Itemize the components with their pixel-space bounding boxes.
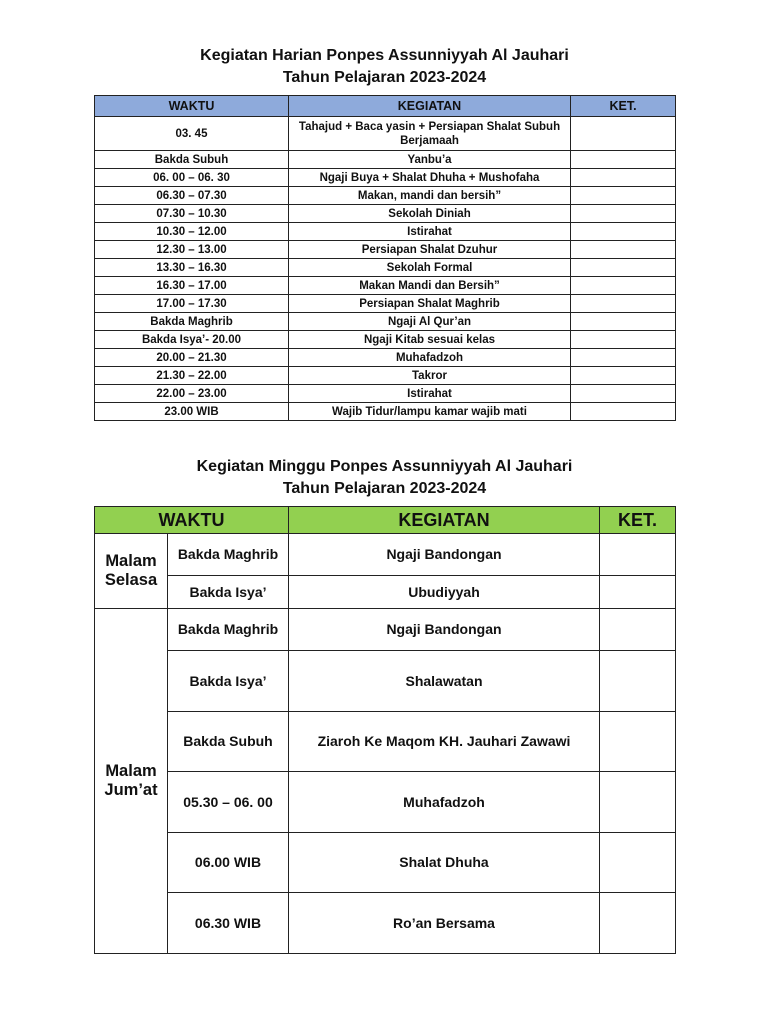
cell-kegiatan: Ngaji Bandongan <box>289 534 600 576</box>
cell-kegiatan: Ngaji Kitab sesuai kelas <box>289 331 571 349</box>
table-row <box>95 609 676 651</box>
cell-kegiatan: Ngaji Buya + Shalat Dhuha + Mushofaha <box>289 169 571 187</box>
cell-ket <box>571 349 676 367</box>
cell-ket <box>600 651 676 712</box>
table-row <box>95 223 676 241</box>
table-row <box>95 241 676 259</box>
cell-kegiatan: Ngaji Al Qur’an <box>289 313 571 331</box>
daily-title-line2: Tahun Pelajaran 2023-2024 <box>282 69 487 86</box>
cell-waktu: 06.30 WIB <box>168 893 289 954</box>
cell-waktu: 17.00 – 17.30 <box>95 295 289 313</box>
col-header-ket: KET. <box>571 96 676 117</box>
cell-waktu: 06.30 – 07.30 <box>95 187 289 205</box>
table-row <box>95 651 676 712</box>
cell-kegiatan: Muhafadzoh <box>289 772 600 833</box>
cell-ket <box>571 367 676 385</box>
cell-waktu: 13.30 – 16.30 <box>95 259 289 277</box>
cell-waktu: 22.00 – 23.00 <box>95 385 289 403</box>
table-row <box>95 576 676 609</box>
table-row <box>95 169 676 187</box>
cell-waktu: 21.30 – 22.00 <box>95 367 289 385</box>
cell-ket <box>571 331 676 349</box>
cell-ket <box>571 403 676 421</box>
cell-ket <box>571 187 676 205</box>
table-row <box>95 331 676 349</box>
cell-waktu: Bakda Isya’ <box>168 576 289 609</box>
table-row <box>95 117 676 151</box>
cell-ket <box>571 151 676 169</box>
table-row <box>95 385 676 403</box>
cell-ket <box>571 313 676 331</box>
table-row <box>95 893 676 954</box>
table-row <box>95 313 676 331</box>
cell-waktu: Bakda Maghrib <box>95 313 289 331</box>
daily-title <box>94 45 675 89</box>
col-header-ket: KET. <box>600 507 676 534</box>
daily-schedule-table <box>94 95 676 421</box>
weekly-header-row <box>95 507 676 534</box>
cell-waktu: 06.00 WIB <box>168 833 289 893</box>
cell-waktu: 10.30 – 12.00 <box>95 223 289 241</box>
col-header-waktu: WAKTU <box>95 96 289 117</box>
cell-ket <box>600 609 676 651</box>
cell-ket <box>600 534 676 576</box>
cell-waktu: Bakda Isya’- 20.00 <box>95 331 289 349</box>
col-header-waktu: WAKTU <box>95 507 289 534</box>
cell-kegiatan: Istirahat <box>289 223 571 241</box>
cell-ket <box>600 772 676 833</box>
cell-waktu: 12.30 – 13.00 <box>95 241 289 259</box>
cell-waktu: 16.30 – 17.00 <box>95 277 289 295</box>
table-row <box>95 367 676 385</box>
weekly-title <box>94 456 675 500</box>
cell-kegiatan: Shalat Dhuha <box>289 833 600 893</box>
cell-kegiatan: Wajib Tidur/lampu kamar wajib mati <box>289 403 571 421</box>
table-row <box>95 712 676 772</box>
cell-waktu: 20.00 – 21.30 <box>95 349 289 367</box>
cell-ket <box>600 893 676 954</box>
cell-ket <box>571 241 676 259</box>
cell-kegiatan: Ubudiyyah <box>289 576 600 609</box>
cell-kegiatan: Sekolah Diniah <box>289 205 571 223</box>
table-row <box>95 833 676 893</box>
table-row <box>95 277 676 295</box>
cell-ket <box>571 169 676 187</box>
cell-kegiatan: Persiapan Shalat Maghrib <box>289 295 571 313</box>
cell-ket <box>571 205 676 223</box>
col-header-kegiatan: KEGIATAN <box>289 507 600 534</box>
cell-waktu: 05.30 – 06. 00 <box>168 772 289 833</box>
table-row <box>95 187 676 205</box>
cell-ket <box>571 295 676 313</box>
cell-kegiatan: Ngaji Bandongan <box>289 609 600 651</box>
cell-ket <box>600 712 676 772</box>
cell-kegiatan: Shalawatan <box>289 651 600 712</box>
cell-ket <box>571 117 676 151</box>
cell-ket <box>600 576 676 609</box>
weekly-title-line2: Tahun Pelajaran 2023-2024 <box>282 480 487 497</box>
cell-kegiatan: Sekolah Formal <box>289 259 571 277</box>
weekly-schedule-table <box>94 506 676 954</box>
cell-kegiatan: Istirahat <box>289 385 571 403</box>
table-row <box>95 349 676 367</box>
cell-kegiatan: Ziaroh Ke Maqom KH. Jauhari Zawawi <box>289 712 600 772</box>
table-row <box>95 151 676 169</box>
cell-kegiatan: Makan, mandi dan bersih” <box>289 187 571 205</box>
cell-waktu: 23.00 WIB <box>95 403 289 421</box>
cell-kegiatan: Ro’an Bersama <box>289 893 600 954</box>
weekly-title-line1: Kegiatan Minggu Ponpes Assunniyyah Al Jauhari <box>196 458 573 475</box>
table-row <box>95 295 676 313</box>
cell-waktu: 03. 45 <box>95 117 289 151</box>
table-row <box>95 259 676 277</box>
cell-kegiatan: Takror <box>289 367 571 385</box>
cell-kegiatan: Tahajud + Baca yasin + Persiapan Shalat Subuh Berjamaah <box>289 117 571 151</box>
cell-ket <box>571 259 676 277</box>
table-row <box>95 205 676 223</box>
table-row <box>95 534 676 576</box>
cell-kegiatan: Makan Mandi dan Bersih” <box>289 277 571 295</box>
group-malam-selasa: Malam Selasa <box>95 534 168 609</box>
cell-waktu: Bakda Subuh <box>95 151 289 169</box>
cell-waktu: Bakda Maghrib <box>168 609 289 651</box>
cell-kegiatan: Yanbu’a <box>289 151 571 169</box>
cell-kegiatan: Persiapan Shalat Dzuhur <box>289 241 571 259</box>
daily-header-row <box>95 96 676 117</box>
cell-waktu: Bakda Subuh <box>168 712 289 772</box>
col-header-kegiatan: KEGIATAN <box>289 96 571 117</box>
cell-waktu: Bakda Isya’ <box>168 651 289 712</box>
daily-title-line1: Kegiatan Harian Ponpes Assunniyyah Al Jauhari <box>200 47 569 64</box>
group-malam-jumat: Malam Jum’at <box>95 609 168 954</box>
cell-ket <box>571 277 676 295</box>
cell-waktu: 07.30 – 10.30 <box>95 205 289 223</box>
table-row <box>95 403 676 421</box>
cell-waktu: Bakda Maghrib <box>168 534 289 576</box>
table-row <box>95 772 676 833</box>
cell-waktu: 06. 00 – 06. 30 <box>95 169 289 187</box>
cell-ket <box>571 223 676 241</box>
cell-ket <box>600 833 676 893</box>
cell-ket <box>571 385 676 403</box>
cell-kegiatan: Muhafadzoh <box>289 349 571 367</box>
